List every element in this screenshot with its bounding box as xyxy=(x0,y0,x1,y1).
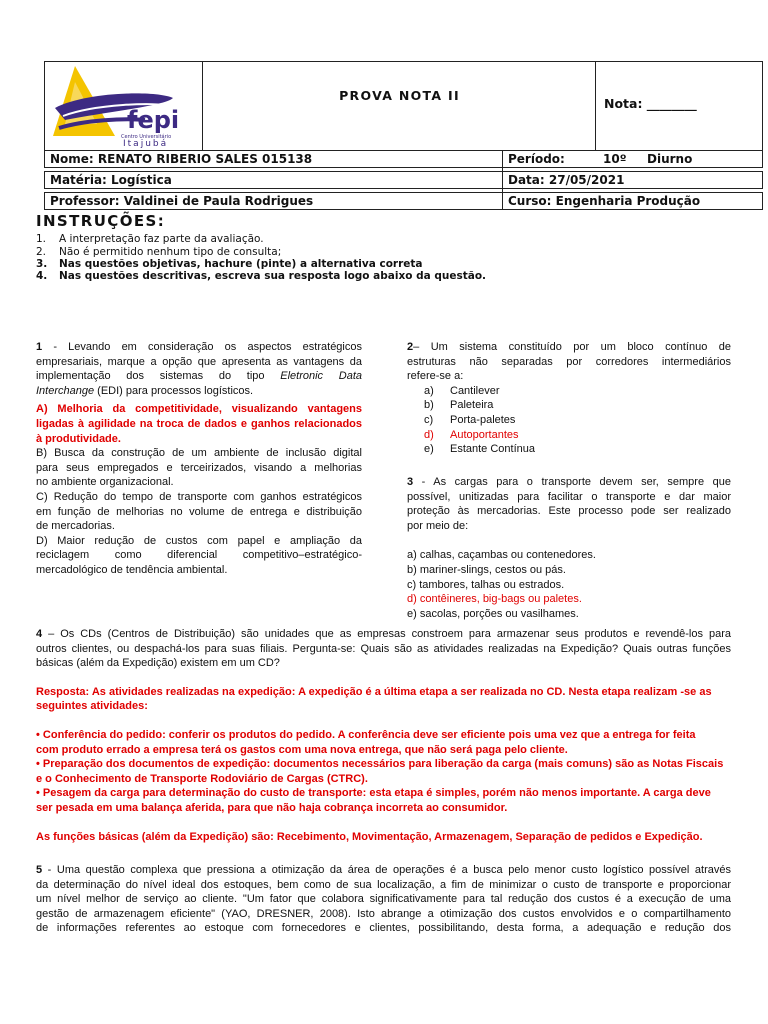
question-2: 2– Um sistema constituído por um bloco contínuo de estruturas não separadas por corredores intermediários refere-se a: a) Cantilever b) Paleteira c) Porta-paletes d) Autoportantes e) Estante Contínua xyxy=(407,341,731,456)
question-5: 5 - Uma questão complexa que pressiona a otimização da área de operações é a busca pelo menor custo logístico possível através da determinação do nível ideal dos estoques, bem como de sua localização, a fim de minimizar o custo de transporte e proporcionar um nível melhor de serviço ao cliente. "Um fator que colabora significativamente para tal redução dos custos é a execução de uma gestão de armazenagem eficiente" (YAO, DRESNER, 2008). Isto abrange a otimização dos custos envolvidos e o compartilhamento de informações referentes ao estoque com fornecedores e clientes, possibilitando, desta forma, a adequação e redução dos xyxy=(36,864,731,935)
italic-term: Eletronic Data xyxy=(280,370,362,383)
answer-functions: As funções básicas (além da Expedição) são: Recebimento, Movimentação, Armazenagem, Separação de pedidos e Expedição. xyxy=(36,830,703,843)
shift: Diurno xyxy=(647,152,693,166)
student-row xyxy=(44,150,763,168)
professor-row xyxy=(44,192,763,210)
question-4: 4 – Os CDs (Centros de Distribuição) são unidades que as empresas constroem para armazenar seus produtos e revendê-los para outros clientes, ou despachá-los para suas filiais. Pergunta-se: Quais são as atividades realizadas na Expedição? Quais outras funções básicas (além da Expedição) existem em um CD? Resposta: As atividades realizadas na expedição: A expedição é a última etapa a ser realizada no CD. Nesta etapa realizam -se as seguintes atividades: • Conferência do pedido: conferir os produtos do pedido. A conferência deve ser eficiente pois uma vez que a entrega for feita com produto errado a empresa terá os gastos com uma nova entrega, que não será paga pelo cliente. • Preparação dos documentos de expedição: documentos necessários para liberação da carga (mais comuns) são as Notas Fiscais e o Conhecimento de Transporte Rodoviário de Cargas (CTRC). • Pesagem da carga para determinação do custo de transporte: esta etapa é simples, porém não menos importante. A carga deve ser pesada em uma balança aferida, para que não haja cobrança incorreta ao consumidor. As funções básicas (além da Expedição) são: Recebimento, Movimentação, Armazenagem, Separação de pedidos e Expedição. xyxy=(36,628,731,843)
question-number: 1 xyxy=(36,341,43,353)
student-name: Nome: RENATO RIBERIO SALES 015138 xyxy=(50,152,313,166)
option-b[interactable]: b) Paleteira xyxy=(424,399,494,412)
answer-bullet: • Preparação dos documentos de expedição: documentos necessários para liberação da carga (mais comuns) são as Notas Fiscais xyxy=(36,758,724,771)
subject: Matéria: Logística xyxy=(50,173,172,187)
option-d-selected[interactable]: d) contêineres, big-bags ou paletes. xyxy=(407,593,582,606)
instructions-title: INSTRUÇÕES: xyxy=(36,212,166,230)
answer-bullet: • Conferência do pedido: conferir os produtos do pedido. A conferência deve ser eficiente pois uma vez que a entrega for feita xyxy=(36,728,696,741)
logo-wordmark: fepi xyxy=(127,106,180,134)
question-number: 5 xyxy=(36,864,43,876)
option-c[interactable]: C) Redução do tempo de transporte com ganhos estratégicos em função de melhorias no volume de entrega e distribuição de mercadorias. xyxy=(36,490,362,533)
exam-title: PROVA NOTA II xyxy=(339,88,460,103)
option-b[interactable]: b) mariner-slings, cestos ou pás. xyxy=(407,563,566,576)
question-3: 3 - As cargas para o transporte devem ser, sempre que possível, unitizadas para facilitar o transporte e dar maior proteção às mercadorias. Este processo pode ser realizado por meio de: a) calhas, caçambas ou contenedores. b) mariner-slings, cestos ou pás. c) tambores, talhas ou estrados. d) contêineres, big-bags ou paletes. e) sacolas, porções ou vasilhames. xyxy=(407,476,731,620)
option-a[interactable]: a) calhas, caçambas ou contenedores. xyxy=(407,549,596,562)
instruction-item: 1. A interpretação faz parte da avaliação. xyxy=(36,233,264,245)
option-b[interactable]: B) Busca da construção de um ambiente de inclusão digital para seus empregados e terceirizados, visando a melhorias no ambiente organizacional. xyxy=(36,447,362,489)
option-c[interactable]: c) tambores, talhas ou estrados. xyxy=(407,578,565,591)
logo-city: Itajubá xyxy=(123,139,169,149)
period-value: 10º xyxy=(603,152,627,166)
question-number: 2 xyxy=(407,341,414,353)
logo-box xyxy=(44,61,203,151)
logo-subtitle: Centro Universitário xyxy=(121,134,172,140)
option-a[interactable]: a) Cantilever xyxy=(424,384,500,397)
option-d[interactable]: D) Maior redução de custos com papel e ampliação da reciclagem como diferencial competitivo–estratégico- mercadológico de tendência ambiental. xyxy=(36,534,362,576)
instruction-item: 2. Não é permitido nenhum tipo de consulta; xyxy=(36,246,282,258)
title-box xyxy=(202,61,596,151)
exam-date: Data: 27/05/2021 xyxy=(508,173,625,187)
option-a-selected[interactable]: A) Melhoria da competitividade, visualizando vantagens ligadas à agilidade na troca de dados e ganhos relacionados à produtividade. xyxy=(36,403,362,445)
question-number: 3 xyxy=(407,476,414,488)
grade-label: Nota: ________ xyxy=(604,96,697,111)
subject-row xyxy=(44,171,763,189)
answer-bullet: • Pesagem da carga para determinação do custo de transporte: esta etapa é simples, porém não menos importante. A carga deve xyxy=(36,787,711,800)
instruction-item: 4. Nas questões descritivas, escreva sua resposta logo abaixo da questão. xyxy=(36,270,487,282)
period-label: Período: xyxy=(508,152,565,166)
course: Curso: Engenharia Produção xyxy=(508,194,701,208)
option-e[interactable]: e) sacolas, porções ou vasilhames. xyxy=(407,607,579,620)
option-d-selected[interactable]: d) Autoportantes xyxy=(424,428,519,441)
question-1: 1 - Levando em consideração os aspectos estratégicos empresariais, marque a opção que apresenta as vantagens da implementação dos sistemas do tipo Eletronic Data Interchange (EDI) para processos logísticos. A) Melhoria da competitividade, visualizando vantagens ligadas à agilidade na troca de dados e ganhos relacionados à produtividade. B) Busca da construção de um ambiente de inclusão digital para seus empregados e terceirizados, visando a melhorias no ambiente organizacional. C) Redução do tempo de transporte com ganhos estratégicos em função de melhorias no volume de entrega e distribuição de mercadorias. D) Maior redução de custos com papel e ampliação da reciclagem como diferencial competitivo–estratégico- mercadológico de tendência ambiental. xyxy=(36,341,362,576)
professor: Professor: Valdinei de Paula Rodrigues xyxy=(50,194,314,208)
grade-box xyxy=(595,61,763,151)
instruction-item: 3. Nas questões objetivas, hachure (pinte) a alternativa correta xyxy=(36,258,423,270)
answer-4: Resposta: As atividades realizadas na expedição: A expedição é a última etapa a ser realizada no CD. Nesta etapa realizam -se as seguintes atividades: • Conferência do pedido: conferir os produtos do pedido. A conferência deve ser eficiente pois uma vez que a entrega for feita com produto errado a empresa terá os gastos com uma nova entrega, que não será paga pelo cliente. • Preparação dos documentos de expedição: documentos necessários para liberação da carga (mais comuns) são as Notas Fiscais e o Conhecimento de Transporte Rodoviário de Cargas (CTRC). • Pesagem da carga para determinação do custo de transporte: esta etapa é simples, porém não menos importante. A carga deve ser pesada em uma balança aferida, para que não haja cobrança incorreta ao consumidor. As funções básicas (além da Expedição) são: Recebimento, Movimentação, Armazenagem, Separação de pedidos e Expedição. xyxy=(36,685,731,844)
option-c[interactable]: c) Porta-paletes xyxy=(424,413,516,426)
row-divider xyxy=(502,150,503,210)
option-e[interactable]: e) Estante Contínua xyxy=(424,443,536,456)
question-number: 4 xyxy=(36,628,43,640)
